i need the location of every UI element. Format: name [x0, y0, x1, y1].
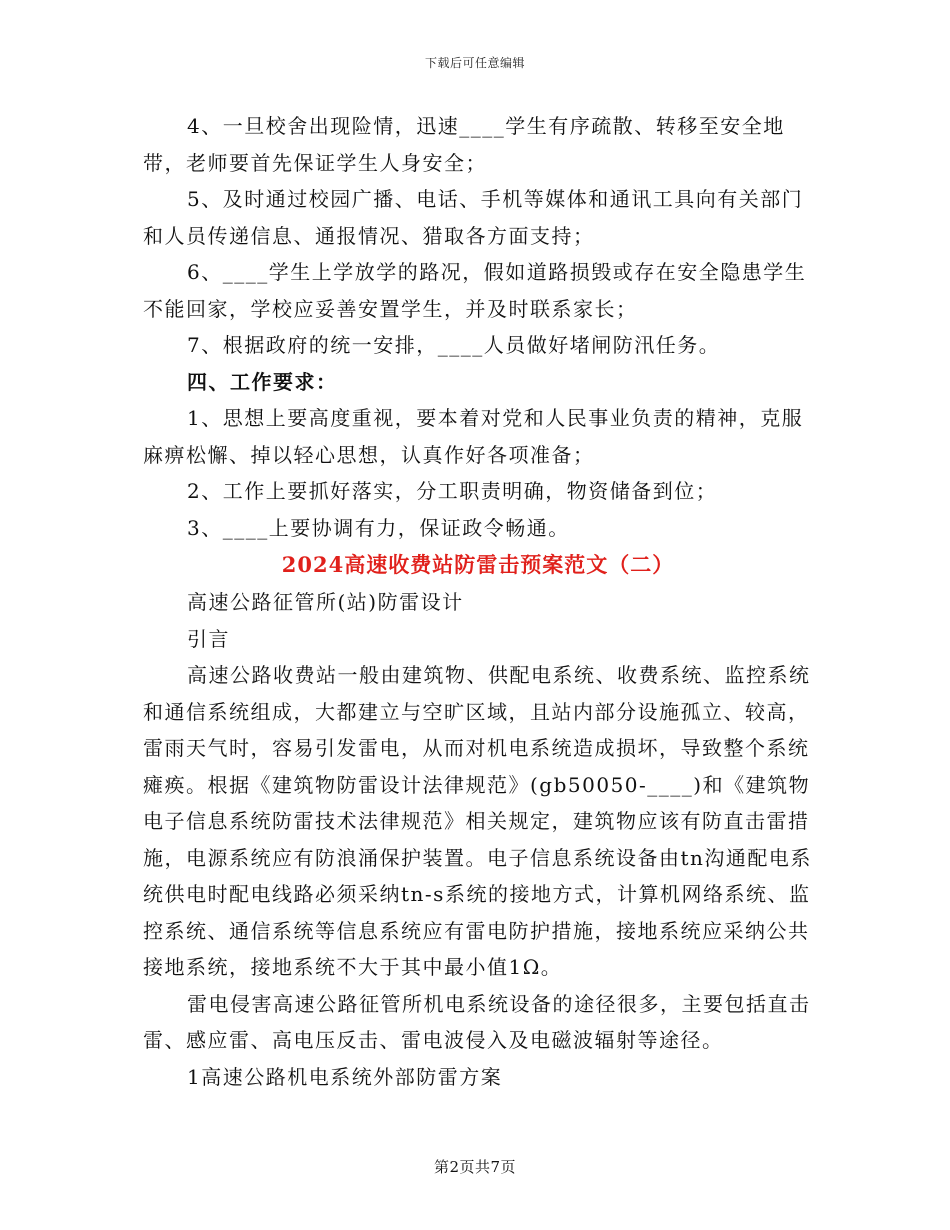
section-heading-requirements: 四、工作要求：	[187, 369, 338, 394]
item-4: 4、一旦校舍出现险情，迅速____学生有序疏散、转移至安全地带，老师要首先保证学生人身安全；	[143, 114, 785, 175]
lightning-paths-paragraph: 雷电侵害高速公路征管所机电系统设备的途径很多，主要包括直击雷、感应雷、高电压反击、雷电波侵入及电磁波辐射等途径。	[143, 991, 811, 1052]
requirement-3: 3、____上要协调有力，保证政令畅通。	[187, 515, 570, 540]
requirement-1: 1、思想上要高度重视，要本着对党和人民事业负责的精神，克服麻痹松懈、掉以轻心思想，认真作好各项准备；	[143, 406, 804, 467]
requirement-2: 2、工作上要抓好落实，分工职责明确，物资储备到位；	[187, 479, 718, 503]
page-number: 第2页共7页	[433, 1158, 517, 1176]
document-body	[143, 108, 813, 1095]
header-note: 下载后可任意编辑	[424, 56, 525, 70]
document-title: 2024高速收费站防雷击预案范文（二）	[281, 552, 675, 577]
item-7: 7、根据政府的统一安排，____人员做好堵闸防汛任务。	[187, 333, 721, 357]
intro-heading: 引言	[187, 626, 230, 651]
item-5: 5、及时通过校园广播、电话、手机等媒体和通讯工具向有关部门和人员传递信息、通报情况、猎取各方面支持；	[143, 187, 804, 248]
subtitle: 高速公路征管所(站)防雷设计	[187, 590, 464, 614]
intro-paragraph: 高速公路收费站一般由建筑物、供配电系统、收费系统、监控系统和通信系统组成，大都建立与空旷区域，且站内部分设施孤立、较高，雷雨天气时，容易引发雷电，从而对机电系统造成损坏，导致整个系统瘫痪。根据《建筑物防雷设计法律规范》(gb50050-____)和《建筑物电子信息系统防雷技术法律规范》相关规定，建筑物应该有防直击雷措施，电源系统应有防浪涌保护装置。电子信息系统设备由tn沟通配电系统供电时配电线路必须采纳tn-s系统的接地方式，计算机网络系统、监控系统、通信系统等信息系统应有雷电防护措施，接地系统应采纳公共接地系统，接地系统不大于其中最小值1Ω。	[143, 663, 812, 979]
section-heading-external-protection: 1高速公路机电系统外部防雷方案	[187, 1064, 503, 1089]
item-6: 6、____学生上学放学的路况，假如道路损毁或存在安全隐患学生不能回家，学校应妥善安置学生，并及时联系家长；	[143, 260, 807, 321]
